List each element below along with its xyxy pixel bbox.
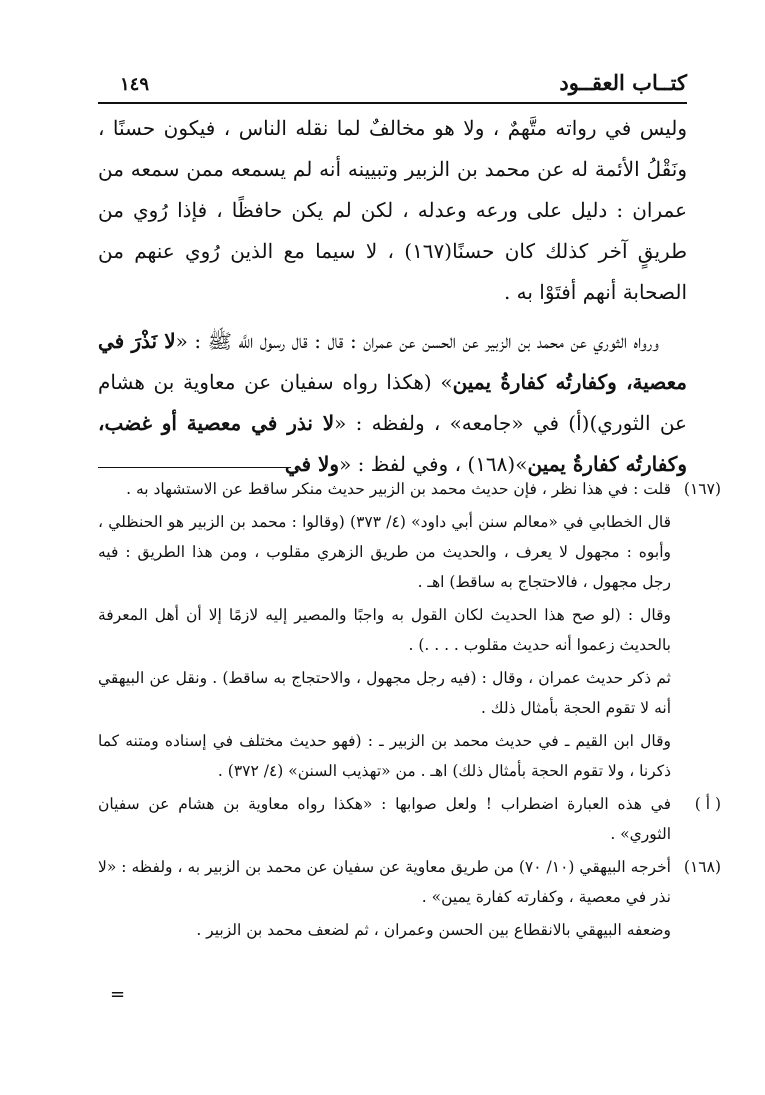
main-paragraph-1: وليس في رواته متَّهمٌ ، ولا هو مخالفٌ لما نقله الناس ، فيكون حسنًا ، ونَقْلُ الأئمة له عن محمد بن الزبير وتبيينه أنه لم يسمعه ممن سمعه من عمران : دليل على ورعه وعدله ، لكن لم يكن حافظًا ، فإذا رُوي من طريقٍ آخر كذلك كان حسنًا(١٦٧) ، لا سيما مع الذين رُوي عنهم من الصحابة أنهم أفتَوْا به .	[98, 116, 687, 304]
footnote-line: في هذه العبارة اضطراب ! ولعل صوابها : «هكذا رواه معاوية بن هشام عن سفيان الثوري» .	[98, 795, 671, 843]
footnotes	[98, 474, 721, 948]
main-text	[98, 108, 687, 485]
footnote-alif	[98, 789, 721, 849]
paragraph-2-text-2: » (هكذا رواه سفيان عن معاوية بن هشام عن الثوري)(أ) في «جامعه» ، ولفظه : «	[98, 370, 687, 435]
footnote-body	[98, 852, 671, 945]
footnote-body	[98, 789, 671, 849]
continuation-mark: =	[110, 984, 126, 1005]
footnote-line: أخرجه البيهقي (١٠/ ٧٠) من طريق معاوية عن سفيان عن محمد بن الزبير به ، ولفظه : «لا نذر في معصية ، وكفارته كفارة يمين» .	[98, 858, 671, 906]
hadith-text-3: ولا في	[284, 452, 340, 476]
book-title: كتــاب العقــود	[559, 70, 687, 95]
footnote-body	[98, 474, 671, 786]
footnote-line: وضعفه البيهقي بالانقطاع بين الحسن وعمران ، ثم لضعف محمد بن الزبير .	[196, 921, 671, 939]
paragraph-2-text-3: »(١٦٨) ، وفي لفظ : «	[339, 452, 528, 476]
footnote-number: (١٦٨)	[683, 858, 721, 876]
page-header	[98, 68, 687, 104]
main-paragraph-2	[98, 321, 687, 485]
footnote-line: وقال : (لو صح هذا الحديث لكان القول به واجبًا والمصير إليه لازمًا إلا أن أهل المعرفة بالحديث زعموا أنه حديث مقلوب . . . .) .	[98, 606, 671, 654]
hadith-text-2: لا نذر في معصية أو غضب، وكفارتُه كفارةُ يمين	[98, 411, 687, 476]
footnote-line: قلت : في هذا نظر ، فإن حديث محمد بن الزبير حديث منكر ساقط عن الاستشهاد به .	[126, 480, 671, 498]
footnote-167	[98, 474, 721, 786]
footnote-line: وقال ابن القيم ـ في حديث محمد بن الزبير ـ : (فهو حديث مختلف في إسناده ومتنه كما ذكرنا ، ولا تقوم الحجة بأمثال ذلك) اهـ . من «تهذيب السنن» (٤/ ٣٧٢) .	[98, 732, 671, 780]
footnote-line: قال الخطابي في «معالم سنن أبي داود» (٤/ ٣٧٣) (وقالوا : محمد بن الزبير هو الحنظلي ، وأبوه : مجهول لا يعرف ، والحديث من طريق الزهري مقلوب ، ومن هذا الطريق : فيه رجل مجهول ، فالاحتجاج به ساقط) اهـ .	[98, 513, 671, 591]
footnote-number: ( أ )	[694, 795, 721, 813]
footnote-number: (١٦٧)	[683, 480, 721, 498]
footnote-divider	[98, 467, 291, 468]
paragraph-2-text-1: ورواه الثوري عن محمد بن الزبير عن الحسن عن عمران : قال : قال رسول اللَّه ﷺ : «	[175, 329, 659, 353]
footnote-168	[98, 852, 721, 945]
footnote-line: ثم ذكر حديث عمران ، وقال : (فيه رجل مجهول ، والاحتجاج به ساقط) . ونقل عن البيهقي أنه لا تقوم الحجة بأمثال ذلك .	[98, 669, 671, 717]
hadith-text-1: لا نَذْرَ في معصية، وكفارتُه كفارةُ يمين	[98, 329, 688, 394]
page-number: ١٤٩	[120, 74, 150, 95]
